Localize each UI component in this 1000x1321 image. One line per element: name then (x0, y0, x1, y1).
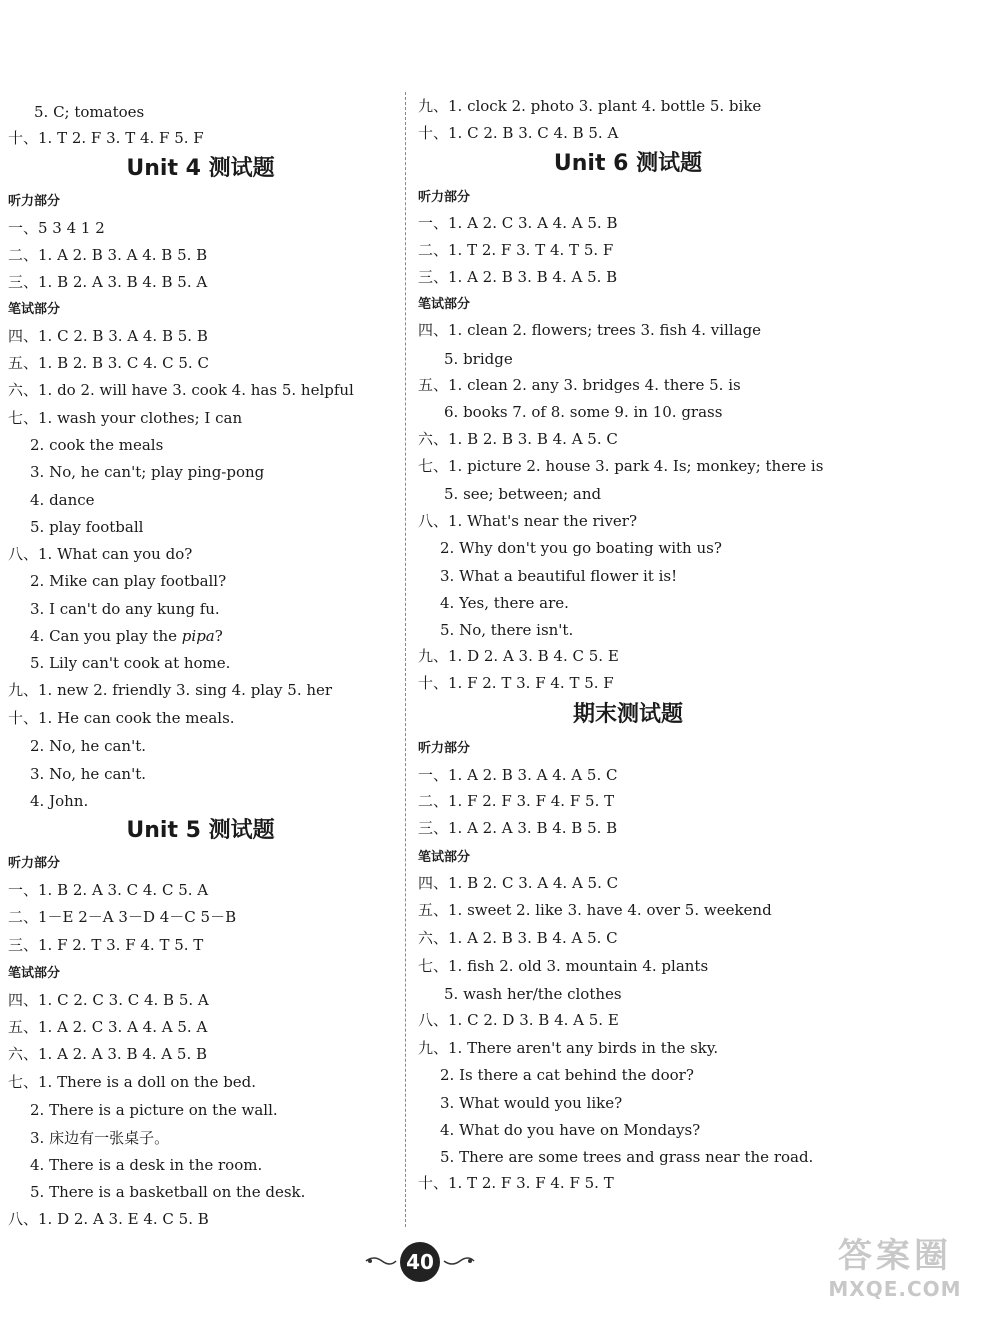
answer-line: 十、1. T 2. F 3. F 4. F 5. T (418, 1174, 614, 1192)
answer-line: 六、1. do 2. will have 3. cook 4. has 5. helpful (8, 381, 354, 399)
answer-line: 九、1. There aren't any birds in the sky. (418, 1039, 719, 1057)
answer-line: 六、1. A 2. B 3. B 4. A 5. C (418, 929, 618, 947)
watermark (800, 1236, 990, 1312)
answer-text: ? (214, 627, 223, 645)
answer-line: 4. dance (30, 491, 95, 509)
answer-line: 3. What would you like? (440, 1094, 623, 1112)
answer-line: 二、1. F 2. F 3. F 4. F 5. T (418, 792, 615, 810)
answer-line: 九、1. new 2. friendly 3. sing 4. play 5. her (8, 681, 333, 699)
answer-line: 十、1. C 2. B 3. C 4. B 5. A (418, 124, 619, 142)
final-listening-label: 听力部分 (418, 741, 471, 756)
flourish-right-icon (442, 1254, 476, 1268)
answer-line: 3. No, he can't; play ping-pong (30, 463, 265, 481)
answer-line: 3. I can't do any kung fu. (30, 600, 220, 618)
answer-line: 2. There is a picture on the wall. (30, 1101, 278, 1119)
unit6-written-label: 笔试部分 (418, 297, 471, 312)
unit5-heading: Unit 5 测试题 (126, 818, 275, 843)
flourish-left-icon (364, 1254, 398, 1268)
unit4-written-label: 笔试部分 (8, 302, 61, 317)
answer-line: 5. play football (30, 518, 144, 536)
unit5-written-label: 笔试部分 (8, 966, 61, 981)
answer-line: 九、1. clock 2. photo 3. plant 4. bottle 5. bike (418, 97, 762, 115)
answer-line: 2. Why don't you go boating with us? (440, 539, 722, 557)
answer-line: 三、1. F 2. T 3. F 4. T 5. T (8, 936, 204, 954)
answer-line: 七、1. fish 2. old 3. mountain 4. plants (418, 957, 709, 975)
answer-line: 四、1. C 2. C 3. C 4. B 5. A (8, 991, 209, 1009)
answer-text: 4. Can you play the (30, 627, 178, 645)
unit6-listening-label: 听力部分 (418, 190, 471, 205)
answer-line: 五、1. B 2. B 3. C 4. C 5. C (8, 354, 209, 372)
answer-line: 五、1. A 2. C 3. A 4. A 5. A (8, 1018, 208, 1036)
answer-line: 3. 床边有一张桌子。 (30, 1129, 170, 1147)
answer-line: 八、1. D 2. A 3. E 4. C 5. B (8, 1210, 209, 1228)
answer-line: 5. bridge (444, 350, 513, 368)
unit6-heading: Unit 6 测试题 (553, 151, 703, 176)
answer-line: 五、1. clean 2. any 3. bridges 4. there 5. is (418, 376, 741, 394)
answer-line: 十、1. He can cook the meals. (8, 709, 235, 727)
answer-line: 三、1. B 2. A 3. B 4. B 5. A (8, 273, 208, 291)
answer-line: 5. There are some trees and grass near the road. (440, 1148, 814, 1166)
answer-line: 十、1. F 2. T 3. F 4. T 5. F (418, 674, 614, 692)
answer-line: 七、1. There is a doll on the bed. (8, 1073, 257, 1091)
answer-line: 二、1. A 2. B 3. A 4. B 5. B (8, 246, 208, 264)
answer-line: 2. Is there a cat behind the door? (440, 1066, 694, 1084)
answer-line: 4. What do you have on Mondays? (440, 1121, 701, 1139)
answer-line: 一、1. A 2. C 3. A 4. A 5. B (418, 214, 618, 232)
final-exam-heading: 期末测试题 (572, 702, 683, 727)
answer-line: 七、1. wash your clothes; I can (8, 409, 243, 427)
answer-line: 一、1. B 2. A 3. C 4. C 5. A (8, 881, 209, 899)
answer-line: 4. Yes, there are. (440, 594, 569, 612)
answer-line: 三、1. A 2. B 3. B 4. A 5. B (418, 268, 618, 286)
watermark-logo-text: 答案圈 (838, 1236, 952, 1276)
answer-line: 3. No, he can't. (30, 765, 147, 783)
answer-line: 5. C; tomatoes (34, 103, 145, 121)
watermark-url: MXQE.COM (828, 1277, 962, 1301)
answer-line: 十、1. T 2. F 3. T 4. F 5. F (8, 129, 204, 147)
answer-line: 5. Lily can't cook at home. (30, 654, 231, 672)
answer-line: 2. cook the meals (30, 436, 164, 454)
answer-line: 5. see; between; and (444, 485, 602, 503)
final-written-label: 笔试部分 (418, 850, 471, 865)
unit4-heading: Unit 4 测试题 (126, 156, 275, 181)
answer-line: 6. books 7. of 8. some 9. in 10. grass (444, 403, 723, 421)
answer-line: 五、1. sweet 2. like 3. have 4. over 5. weekend (418, 901, 772, 919)
answer-line: 一、1. A 2. B 3. A 4. A 5. C (418, 766, 618, 784)
page-number: 40 (400, 1242, 440, 1282)
answer-line: 六、1. A 2. A 3. B 4. A 5. B (8, 1045, 208, 1063)
answer-line: 5. No, there isn't. (440, 621, 574, 639)
answer-line: 四、1. clean 2. flowers; trees 3. fish 4. village (418, 321, 762, 339)
answer-line: 5. There is a basketball on the desk. (30, 1183, 306, 1201)
answer-line: 2. No, he can't. (30, 737, 147, 755)
answer-line: 八、1. What can you do? (8, 545, 193, 563)
italic-word: pipa (181, 627, 215, 645)
unit5-listening-label: 听力部分 (8, 856, 61, 871)
answer-line: 九、1. D 2. A 3. B 4. C 5. E (418, 647, 619, 665)
answer-line: 二、1. T 2. F 3. T 4. T 5. F (418, 241, 614, 259)
answer-line: 3. What a beautiful flower it is! (440, 567, 678, 585)
answer-line: 4. John. (30, 792, 89, 810)
answer-line: 4. There is a desk in the room. (30, 1156, 263, 1174)
column-divider (405, 92, 406, 1227)
answer-line: 5. wash her/the clothes (444, 985, 622, 1003)
answer-line: 六、1. B 2. B 3. B 4. A 5. C (418, 430, 618, 448)
answer-line: 八、1. C 2. D 3. B 4. A 5. E (418, 1011, 619, 1029)
answer-line: 四、1. C 2. B 3. A 4. B 5. B (8, 327, 208, 345)
answer-line: 八、1. What's near the river? (418, 512, 638, 530)
answer-line: 四、1. B 2. C 3. A 4. A 5. C (418, 874, 619, 892)
answer-line: 二、1－E 2－A 3－D 4－C 5－B (8, 908, 237, 926)
answer-line: 三、1. A 2. A 3. B 4. B 5. B (418, 819, 618, 837)
answer-line: 2. Mike can play football? (30, 572, 227, 590)
answer-line (30, 627, 223, 645)
answer-line: 七、1. picture 2. house 3. park 4. Is; monkey; there is (418, 457, 824, 475)
unit4-listening-label: 听力部分 (8, 194, 61, 209)
answer-line: 一、5 3 4 1 2 (8, 219, 105, 237)
